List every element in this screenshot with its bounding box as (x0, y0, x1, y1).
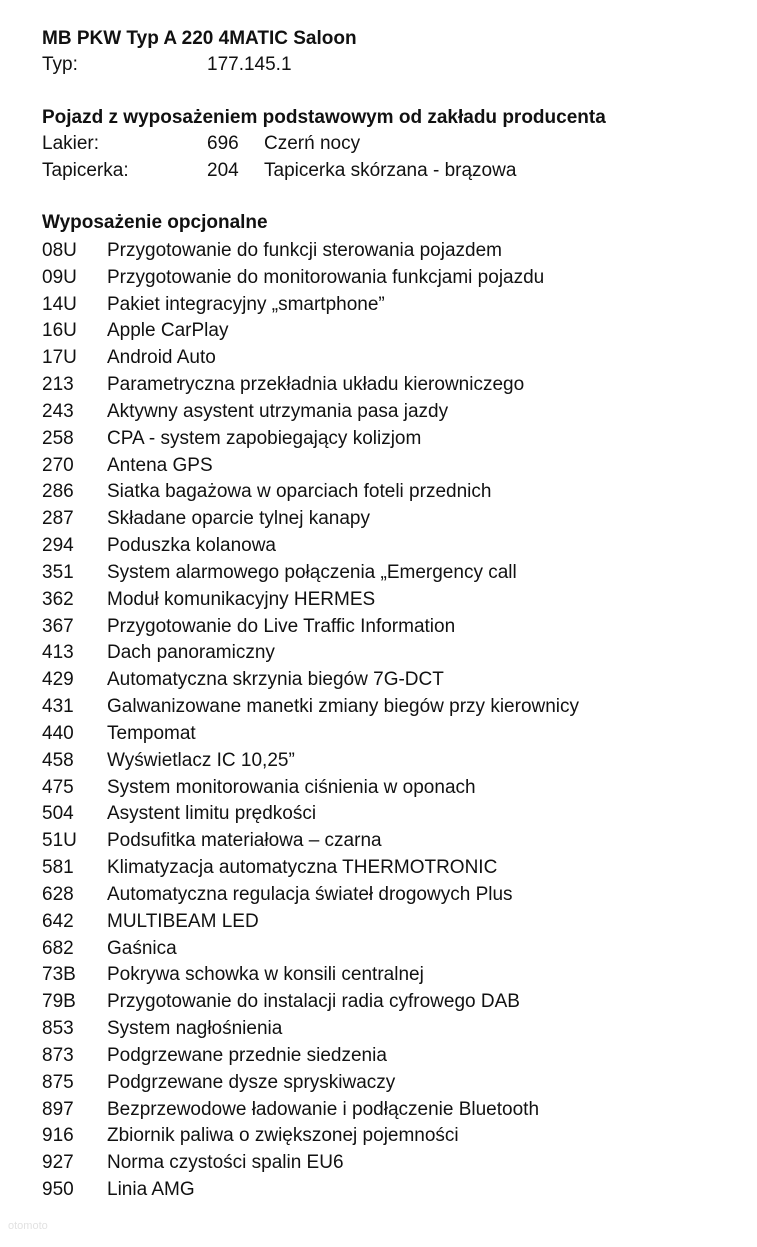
list-item (42, 479, 579, 506)
list-item (42, 775, 579, 802)
option-code: 08U (42, 240, 77, 261)
watermark-text: otomoto (8, 1220, 48, 1232)
option-description: Przygotowanie do Live Traffic Information (107, 615, 456, 637)
list-item (42, 453, 579, 480)
option-code: 258 (42, 427, 74, 449)
option-code: 873 (42, 1044, 74, 1066)
option-code: 875 (42, 1071, 74, 1093)
option-code: 367 (42, 615, 74, 637)
list-item (42, 506, 579, 533)
option-description: Antena GPS (107, 454, 213, 476)
option-code: 682 (42, 937, 74, 959)
option-description: System alarmowego połączenia „Emergency call (107, 561, 517, 583)
option-description: Tempomat (107, 722, 196, 744)
list-item (42, 1043, 579, 1070)
option-description: Przygotowanie do instalacji radia cyfrowego DAB (107, 991, 520, 1013)
standard-equipment-heading: Pojazd z wyposażeniem podstawowym od zakładu producenta (42, 107, 606, 128)
paint-label: Lakier: (42, 133, 100, 154)
option-code: 270 (42, 454, 74, 476)
option-description: Dach panoramiczny (107, 642, 275, 664)
option-code: 243 (42, 400, 74, 422)
option-description: Linia AMG (107, 1178, 195, 1200)
option-code: 362 (42, 588, 74, 610)
option-description: Norma czystości spalin EU6 (107, 1152, 344, 1174)
option-code: 475 (42, 776, 74, 798)
list-item (42, 318, 579, 345)
list-item (42, 614, 579, 641)
list-item (42, 989, 579, 1016)
list-item (42, 533, 579, 560)
option-code: 79B (42, 991, 76, 1013)
list-item (42, 560, 579, 587)
list-item (42, 855, 579, 882)
list-item (42, 1070, 579, 1097)
option-description: Pokrywa schowka w konsili centralnej (107, 964, 424, 986)
option-description: Bezprzewodowe ładowanie i podłączenie Bluetooth (107, 1098, 540, 1120)
option-description: Składane oparcie tylnej kanapy (107, 508, 371, 530)
option-description: Automatyczna skrzynia biegów 7G-DCT (107, 669, 444, 691)
type-row (42, 53, 292, 77)
list-item (42, 345, 579, 372)
option-code: 73B (42, 964, 76, 986)
type-label: Typ: (42, 54, 78, 75)
list-item (42, 828, 579, 855)
option-code: 294 (42, 535, 74, 557)
option-code: 413 (42, 642, 74, 664)
option-description: Podgrzewane przednie siedzenia (107, 1044, 387, 1066)
list-item (42, 882, 579, 909)
option-description: Android Auto (107, 347, 216, 369)
option-description: MULTIBEAM LED (107, 910, 259, 932)
list-item (42, 962, 579, 989)
option-code: 429 (42, 669, 74, 691)
list-item (42, 1123, 579, 1150)
option-description: Siatka bagażowa w oparciach foteli przednich (107, 481, 492, 503)
list-item (42, 721, 579, 748)
option-description: Wyświetlacz IC 10,25” (107, 749, 295, 771)
option-code: 286 (42, 481, 74, 503)
option-code: 628 (42, 883, 74, 905)
list-item (42, 1097, 579, 1124)
option-description: Pakiet integracyjny „smartphone” (107, 293, 385, 315)
option-code: 897 (42, 1098, 74, 1120)
list-item (42, 1177, 579, 1204)
list-item (42, 399, 579, 426)
upholstery-label: Tapicerka: (42, 160, 129, 181)
option-code: 927 (42, 1152, 74, 1174)
optional-equipment-list (42, 238, 579, 1204)
type-value: 177.145.1 (207, 54, 292, 75)
option-description: Klimatyzacja automatyczna THERMOTRONIC (107, 857, 498, 879)
option-code: 287 (42, 508, 74, 530)
document-title: MB PKW Typ A 220 4MATIC Saloon (42, 28, 357, 49)
list-item (42, 292, 579, 319)
list-item (42, 640, 579, 667)
option-code: 213 (42, 374, 74, 396)
option-code: 950 (42, 1178, 74, 1200)
option-code: 351 (42, 561, 74, 583)
option-description: Galwanizowane manetki zmiany biegów przy kierownicy (107, 696, 580, 718)
list-item (42, 936, 579, 963)
list-item (42, 238, 579, 265)
upholstery-row (42, 159, 516, 183)
list-item (42, 667, 579, 694)
option-description: Asystent limitu prędkości (107, 803, 317, 825)
option-code: 440 (42, 722, 74, 744)
option-description: Podsufitka materiałowa – czarna (107, 830, 382, 852)
list-item (42, 748, 579, 775)
option-code: 581 (42, 857, 74, 879)
option-description: Gaśnica (107, 937, 177, 959)
option-description: Przygotowanie do monitorowania funkcjami pojazdu (107, 266, 545, 288)
option-code: 14U (42, 293, 77, 315)
option-description: System monitorowania ciśnienia w oponach (107, 776, 476, 798)
paint-row (42, 132, 360, 156)
option-code: 17U (42, 347, 77, 369)
option-description: Moduł komunikacyjny HERMES (107, 588, 376, 610)
option-code: 458 (42, 749, 74, 771)
option-description: CPA - system zapobiegający kolizjom (107, 427, 422, 449)
list-item (42, 265, 579, 292)
list-item (42, 694, 579, 721)
list-item (42, 909, 579, 936)
list-item (42, 801, 579, 828)
paint-desc: Czerń nocy (264, 133, 361, 154)
option-description: Automatyczna regulacja świateł drogowych Plus (107, 883, 513, 905)
option-description: Aktywny asystent utrzymania pasa jazdy (107, 400, 449, 422)
option-code: 642 (42, 910, 74, 932)
list-item (42, 1150, 579, 1177)
option-description: Podgrzewane dysze spryskiwaczy (107, 1071, 396, 1093)
list-item (42, 587, 579, 614)
option-description: Przygotowanie do funkcji sterowania pojazdem (107, 240, 502, 261)
option-code: 504 (42, 803, 74, 825)
list-item (42, 426, 579, 453)
option-description: Poduszka kolanowa (107, 535, 276, 557)
option-code: 431 (42, 696, 74, 718)
option-code: 09U (42, 266, 77, 288)
option-code: 916 (42, 1125, 74, 1147)
paint-code: 696 (207, 133, 239, 154)
option-code: 16U (42, 320, 77, 342)
option-code: 853 (42, 1018, 74, 1040)
list-item (42, 372, 579, 399)
upholstery-desc: Tapicerka skórzana - brązowa (264, 160, 517, 181)
option-code: 51U (42, 830, 77, 852)
upholstery-code: 204 (207, 160, 239, 181)
option-description: System nagłośnienia (107, 1018, 283, 1040)
option-description: Apple CarPlay (107, 320, 229, 342)
option-description: Zbiornik paliwa o zwiększonej pojemności (107, 1125, 459, 1147)
list-item (42, 1016, 579, 1043)
option-description: Parametryczna przekładnia układu kierowniczego (107, 374, 525, 396)
optional-equipment-heading: Wyposażenie opcjonalne (42, 212, 268, 233)
